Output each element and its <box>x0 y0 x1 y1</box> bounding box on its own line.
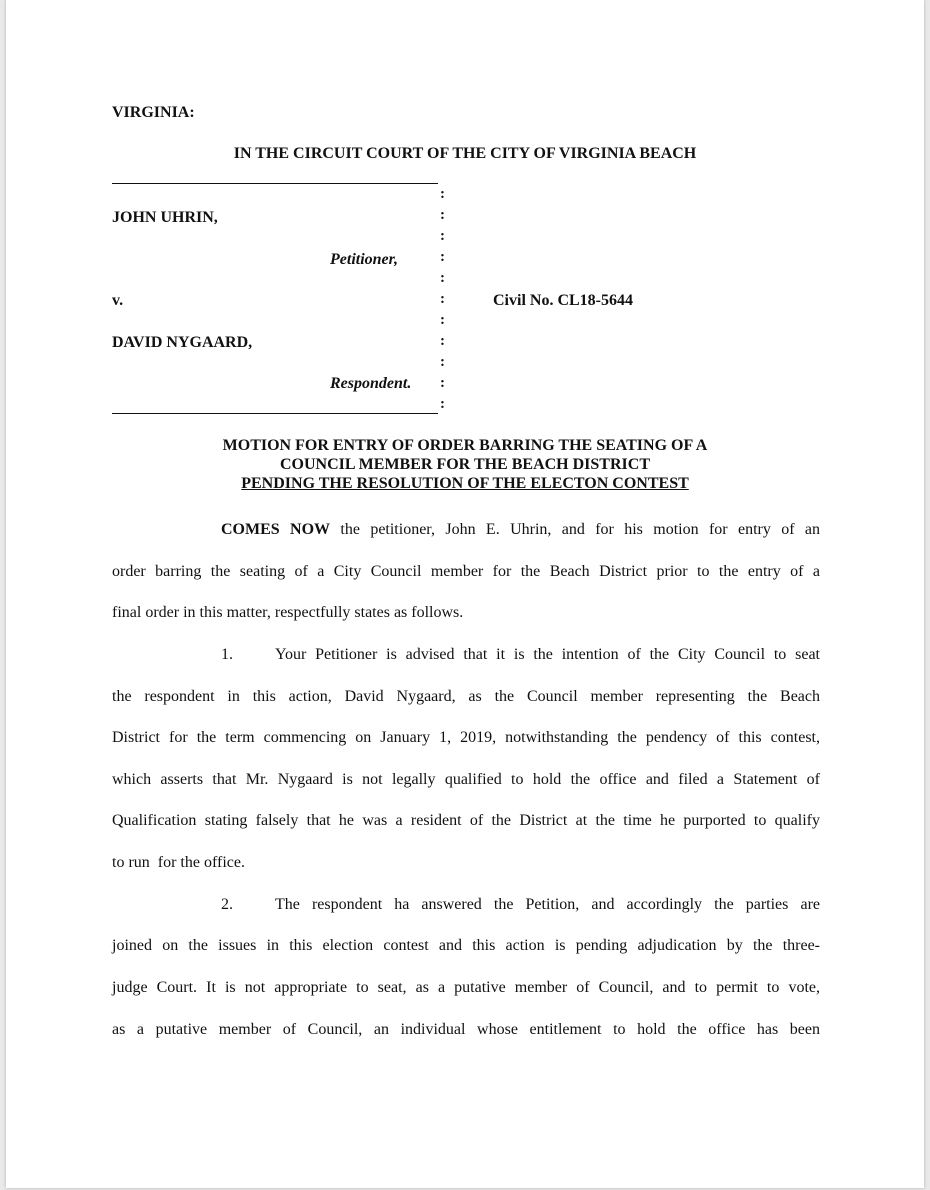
caption-colon: : <box>440 354 445 370</box>
motion-title-line-underlined: PENDING THE RESOLUTION OF THE ELECTON CONTEST <box>241 475 689 492</box>
paragraph-line: which asserts that Mr. Nygaard is not legally qualified to hold the office and filed a Statement of <box>112 771 820 788</box>
paragraph-line: The respondent ha answered the Petition, and accordingly the parties are <box>275 896 820 913</box>
intro-line: order barring the seating of a City Council member for the Beach District prior to the entry of a <box>112 563 820 580</box>
motion-title-line: MOTION FOR ENTRY OF ORDER BARRING THE SEATING OF A <box>222 437 708 454</box>
caption-colon: : <box>440 291 445 307</box>
caption-colon: : <box>440 312 445 328</box>
paragraph-line: as a putative member of Council, an individual whose entitlement to hold the office has been <box>112 1021 820 1038</box>
document-page <box>6 0 924 1188</box>
paragraph-line: Qualification stating falsely that he was a resident of the District at the time he purported to qualify <box>112 812 820 829</box>
paragraph-line: the respondent in this action, David Nygaard, as the Council member representing the Beach <box>112 688 820 705</box>
intro-line-text: the petitioner, John E. Uhrin, and for his motion for entry of an <box>330 521 821 538</box>
caption-colon: : <box>440 375 445 391</box>
intro-lead: COMES NOW <box>221 521 331 538</box>
paragraph-line: Your Petitioner is advised that it is the intention of the City Council to seat <box>275 646 820 663</box>
respondent-name: DAVID NYGAARD, <box>112 334 253 351</box>
paragraph-line: judge Court. It is not appropriate to seat, as a putative member of Council, and to permit to vote, <box>112 979 820 996</box>
civil-case-number: Civil No. CL18-5644 <box>493 292 633 309</box>
paragraph-line: District for the term commencing on January 1, 2019, notwithstanding the pendency of this contest, <box>112 729 820 746</box>
caption-colon: : <box>440 228 445 244</box>
respondent-role: Respondent. <box>330 375 412 392</box>
caption-colon: : <box>440 207 445 223</box>
caption-colon: : <box>440 333 445 349</box>
paragraph-number: 2. <box>221 896 233 913</box>
motion-title <box>6 436 924 493</box>
caption-colon: : <box>440 186 445 202</box>
paragraph-line: to run for the office. <box>112 854 245 871</box>
state-heading: VIRGINIA: <box>112 104 195 121</box>
caption-top-rule <box>112 183 438 184</box>
caption-colon: : <box>440 270 445 286</box>
caption-colon: : <box>440 249 445 265</box>
petitioner-role: Petitioner, <box>330 251 398 268</box>
court-heading: IN THE CIRCUIT COURT OF THE CITY OF VIRGINIA BEACH <box>233 145 697 162</box>
versus-label: v. <box>112 292 124 309</box>
petitioner-name: JOHN UHRIN, <box>112 209 218 226</box>
intro-line: final order in this matter, respectfully states as follows. <box>112 604 464 621</box>
caption-colon: : <box>440 396 445 412</box>
paragraph-number: 1. <box>221 646 233 663</box>
motion-title-line: COUNCIL MEMBER FOR THE BEACH DISTRICT <box>280 456 650 473</box>
caption-bottom-rule <box>112 413 438 414</box>
intro-line <box>221 521 820 539</box>
paragraph-line: joined on the issues in this election contest and this action is pending adjudication by the three- <box>112 937 820 954</box>
